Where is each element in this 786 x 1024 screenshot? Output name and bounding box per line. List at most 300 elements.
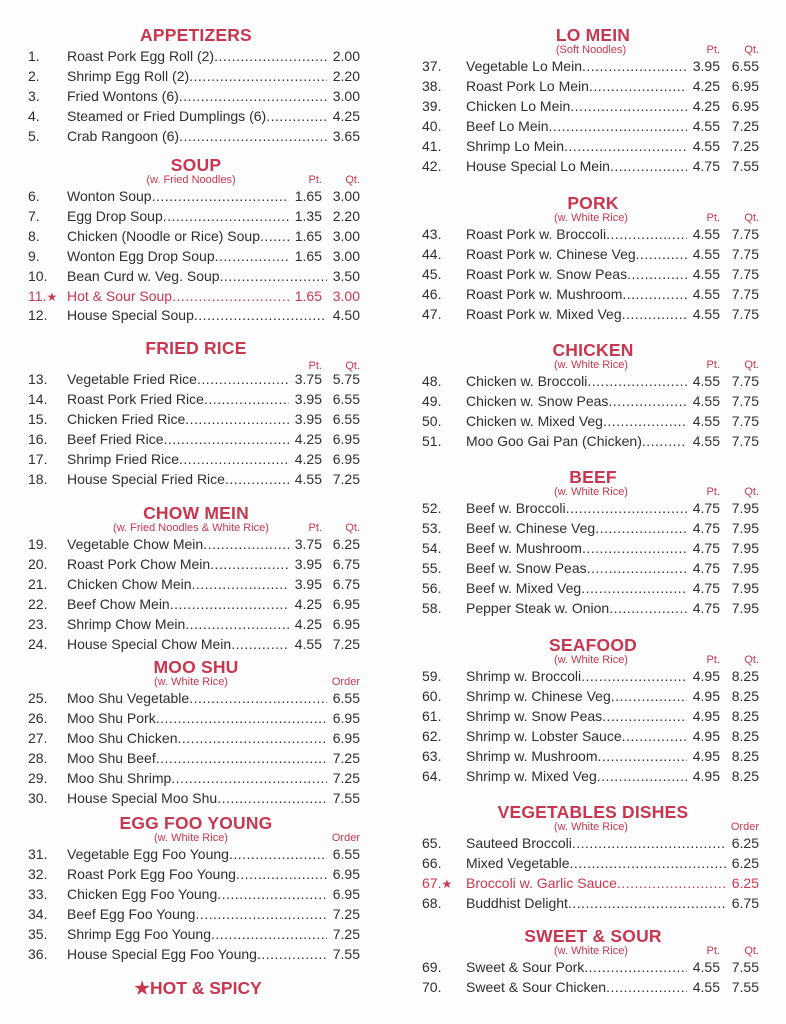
dot-leader bbox=[622, 284, 687, 304]
item-number-text: 27. bbox=[28, 729, 48, 746]
dot-leader bbox=[610, 156, 687, 176]
item-name: Bean Curd w. Veg. Soup bbox=[67, 267, 220, 284]
item-name-leader bbox=[466, 578, 687, 598]
item-number bbox=[28, 864, 47, 884]
price-quart: 6.55 bbox=[332, 390, 360, 407]
item-number-text: 23. bbox=[28, 615, 48, 632]
item-name: Shrimp w. Broccoli bbox=[466, 668, 582, 684]
price-quart: 6.95 bbox=[332, 595, 360, 612]
item-number bbox=[28, 226, 40, 246]
dot-leader bbox=[581, 578, 687, 598]
item-number-text: 37. bbox=[422, 58, 442, 74]
section-title: BEEF bbox=[569, 467, 617, 487]
item-name-leader bbox=[466, 224, 687, 244]
item-name-leader bbox=[67, 534, 289, 554]
menu-item bbox=[28, 266, 360, 286]
item-name: House Special Moo Shu bbox=[67, 789, 218, 806]
dot-leader bbox=[220, 266, 327, 286]
price-quart: 8.25 bbox=[731, 707, 759, 724]
item-number bbox=[422, 893, 441, 913]
price-pint: 3.75 bbox=[294, 371, 322, 387]
menu-item bbox=[28, 594, 360, 614]
item-name-leader bbox=[466, 766, 687, 786]
section-subtitle: (w. White Rice) bbox=[554, 212, 628, 224]
price-pint: 4.55 bbox=[692, 392, 720, 409]
section-title: CHOW MEIN bbox=[143, 503, 249, 523]
item-name: Shrimp w. Mushroom bbox=[466, 747, 598, 764]
price-quart: 7.55 bbox=[731, 157, 759, 174]
item-number bbox=[422, 726, 441, 746]
item-number bbox=[28, 126, 40, 146]
dot-leader bbox=[185, 614, 289, 634]
price: 2.00 bbox=[332, 48, 360, 64]
item-name-leader bbox=[466, 76, 687, 96]
item-name: Roast Pork w. Broccoli bbox=[466, 226, 607, 242]
qt-header: Qt. bbox=[744, 359, 759, 371]
item-number-text: 43. bbox=[422, 226, 442, 242]
section-title: FRIED RICE bbox=[145, 338, 247, 358]
item-number-text: 67. bbox=[422, 874, 442, 891]
item-number-text: 35. bbox=[28, 925, 48, 942]
menu-item bbox=[28, 305, 360, 325]
item-number-text: 30. bbox=[28, 789, 48, 806]
item-name-leader bbox=[67, 429, 289, 449]
item-number bbox=[422, 598, 441, 618]
menu-item bbox=[28, 924, 360, 944]
dot-leader bbox=[266, 106, 327, 126]
item-number-text: 66. bbox=[422, 854, 442, 871]
section-subtitle: (w. Fried Noodles) bbox=[146, 174, 236, 186]
item-number bbox=[28, 409, 47, 429]
item-name-leader bbox=[67, 884, 327, 904]
dot-leader bbox=[195, 904, 327, 924]
item-name-leader bbox=[67, 286, 289, 306]
dot-leader bbox=[229, 844, 327, 864]
menu-item bbox=[422, 746, 759, 766]
menu-item bbox=[28, 469, 360, 489]
price: 6.95 bbox=[332, 865, 360, 882]
dot-leader bbox=[566, 498, 687, 518]
menu-item bbox=[28, 844, 360, 864]
dot-leader bbox=[570, 853, 726, 873]
item-name: Roast Pork Egg Foo Young bbox=[67, 865, 236, 882]
item-name-leader bbox=[67, 748, 327, 768]
dot-leader bbox=[215, 246, 289, 266]
item-name-leader bbox=[466, 833, 726, 853]
menu-item bbox=[28, 708, 360, 728]
item-name: Broccoli w. Garlic Sauce bbox=[466, 874, 617, 891]
item-number bbox=[28, 429, 47, 449]
dot-leader bbox=[584, 957, 687, 977]
price-quart: 7.75 bbox=[731, 245, 759, 262]
item-number bbox=[422, 558, 441, 578]
dot-leader bbox=[210, 554, 289, 574]
qt-header: Qt. bbox=[345, 360, 360, 372]
dot-leader bbox=[163, 429, 289, 449]
menu-item bbox=[28, 534, 360, 554]
price-pint: 4.75 bbox=[692, 500, 720, 516]
item-name: Wonton Egg Drop Soup bbox=[67, 247, 215, 264]
item-number bbox=[28, 788, 47, 808]
dot-leader bbox=[642, 431, 687, 451]
price-pint: 4.55 bbox=[294, 470, 322, 487]
item-name-leader bbox=[466, 136, 687, 156]
price: 7.55 bbox=[332, 789, 360, 806]
dot-leader bbox=[231, 634, 289, 654]
menu-item bbox=[28, 944, 360, 964]
dot-leader bbox=[606, 224, 687, 244]
item-number-text: 53. bbox=[422, 519, 442, 536]
item-name-leader bbox=[466, 726, 687, 746]
menu-item bbox=[422, 76, 759, 96]
price-pint: 4.95 bbox=[692, 687, 720, 704]
price-pint: 4.55 bbox=[692, 285, 720, 302]
price-quart: 2.20 bbox=[332, 207, 360, 224]
item-number bbox=[422, 746, 441, 766]
price-pint: 4.25 bbox=[294, 615, 322, 632]
dot-leader bbox=[597, 766, 687, 786]
item-number-text: 18. bbox=[28, 470, 48, 487]
item-name: House Special Soup bbox=[67, 307, 194, 324]
menu-item bbox=[28, 389, 360, 409]
price-pint: 1.65 bbox=[294, 247, 322, 264]
price: 4.50 bbox=[332, 307, 360, 324]
menu-item bbox=[28, 449, 360, 469]
price: 3.00 bbox=[332, 87, 360, 104]
menu-item bbox=[422, 957, 759, 977]
dot-leader bbox=[192, 574, 290, 594]
pt-header: Pt. bbox=[308, 174, 322, 186]
dot-leader bbox=[257, 944, 327, 964]
menu-item bbox=[422, 156, 759, 176]
section-title: LO MEIN bbox=[555, 25, 631, 45]
item-name-leader bbox=[67, 904, 327, 924]
item-name-leader bbox=[466, 666, 687, 686]
item-name-leader bbox=[466, 56, 687, 76]
order-header: Order bbox=[730, 821, 759, 833]
price-pint: 3.95 bbox=[294, 555, 322, 572]
pt-header: Pt. bbox=[308, 360, 322, 372]
item-name-leader bbox=[67, 728, 327, 748]
dot-leader bbox=[204, 389, 289, 409]
price: 7.25 bbox=[332, 925, 360, 942]
price-pint: 1.65 bbox=[294, 287, 322, 304]
item-name-leader bbox=[67, 768, 327, 788]
price: 2.20 bbox=[332, 67, 360, 84]
item-number-text: 68. bbox=[422, 894, 442, 911]
item-number bbox=[28, 844, 47, 864]
menu-item bbox=[422, 977, 759, 997]
item-number bbox=[422, 156, 441, 176]
item-number-text: 58. bbox=[422, 599, 442, 616]
price-quart: 6.75 bbox=[332, 575, 360, 592]
item-number bbox=[28, 884, 47, 904]
star-icon: ★ bbox=[134, 978, 150, 998]
price-pint: 4.75 bbox=[692, 157, 720, 174]
star-icon: ★ bbox=[441, 876, 453, 891]
item-number-text: 4. bbox=[28, 107, 40, 124]
item-name: Moo Shu Shrimp bbox=[67, 769, 172, 786]
item-number bbox=[422, 76, 441, 96]
item-name: Beef w. Mushroom bbox=[466, 539, 582, 556]
item-name-leader bbox=[466, 957, 687, 977]
item-number bbox=[422, 304, 441, 324]
dot-leader bbox=[589, 76, 687, 96]
price-quart: 7.95 bbox=[731, 500, 759, 516]
star-icon: ★ bbox=[46, 289, 58, 304]
item-name-leader bbox=[67, 944, 327, 964]
item-number bbox=[28, 748, 47, 768]
item-number bbox=[28, 594, 47, 614]
price-pint: 4.55 bbox=[692, 412, 720, 429]
item-name: Sweet & Sour Pork bbox=[466, 959, 585, 975]
menu-item bbox=[422, 598, 759, 618]
item-name: Roast Pork Lo Mein bbox=[466, 77, 589, 94]
item-number bbox=[422, 977, 441, 997]
item-name: Roast Pork Fried Rice bbox=[67, 390, 204, 407]
item-name-leader bbox=[67, 106, 327, 126]
qt-header: Qt. bbox=[744, 654, 759, 666]
dot-leader bbox=[172, 286, 289, 306]
dot-leader bbox=[608, 391, 687, 411]
price: 7.25 bbox=[332, 769, 360, 786]
item-number bbox=[28, 389, 47, 409]
menu-item bbox=[28, 634, 360, 654]
dot-leader bbox=[587, 371, 687, 391]
item-name: House Special Fried Rice bbox=[67, 470, 225, 487]
item-number-text: 45. bbox=[422, 265, 442, 282]
item-name-leader bbox=[466, 391, 687, 411]
item-name-leader bbox=[67, 594, 289, 614]
price-quart: 7.95 bbox=[731, 519, 759, 536]
section-subtitle: (w. White Rice) bbox=[154, 676, 228, 688]
menu-item bbox=[28, 126, 360, 146]
price-quart: 8.25 bbox=[731, 727, 759, 744]
item-name-leader bbox=[466, 498, 687, 518]
item-name: Hot & Sour Soup bbox=[67, 287, 173, 304]
item-name-leader bbox=[466, 686, 687, 706]
dot-leader bbox=[549, 116, 688, 136]
menu-item bbox=[28, 864, 360, 884]
dot-leader bbox=[185, 409, 289, 429]
item-number-text: 3. bbox=[28, 87, 40, 104]
price-quart: 3.00 bbox=[332, 227, 360, 244]
item-name: Shrimp w. Snow Peas bbox=[466, 707, 603, 724]
dot-leader bbox=[564, 136, 687, 156]
item-name-leader bbox=[67, 449, 289, 469]
price-pint: 3.95 bbox=[294, 575, 322, 592]
item-name: Shrimp Egg Foo Young bbox=[67, 925, 211, 942]
price: 3.50 bbox=[332, 267, 360, 284]
price: 7.55 bbox=[332, 945, 360, 962]
dot-leader bbox=[582, 56, 687, 76]
menu-item bbox=[422, 853, 759, 873]
item-name-leader bbox=[67, 126, 327, 146]
dot-leader bbox=[622, 304, 687, 324]
item-number bbox=[422, 136, 441, 156]
dot-leader bbox=[217, 884, 327, 904]
dot-leader bbox=[217, 788, 327, 808]
menu-item bbox=[422, 518, 759, 538]
qt-header: Qt. bbox=[345, 522, 360, 534]
price-pint: 4.95 bbox=[692, 707, 720, 724]
item-number-text: 70. bbox=[422, 978, 442, 995]
item-name-leader bbox=[67, 46, 327, 66]
section-subtitle: (w. White Rice) bbox=[554, 821, 628, 833]
item-name: Chicken w. Snow Peas bbox=[466, 392, 609, 409]
item-number bbox=[28, 574, 47, 594]
item-name-leader bbox=[466, 706, 687, 726]
section-subtitle: (Soft Noodles) bbox=[555, 44, 627, 56]
item-number-text: 36. bbox=[28, 945, 48, 962]
item-name: Roast Pork w. Chinese Veg bbox=[466, 245, 636, 262]
item-number-text: 24. bbox=[28, 635, 48, 652]
item-name: Chicken (Noodle or Rice) Soup bbox=[67, 227, 260, 244]
price-pint: 4.55 bbox=[692, 959, 720, 975]
pt-header: Pt. bbox=[706, 486, 720, 498]
section-subtitle: (w. White Rice) bbox=[554, 486, 628, 498]
price-quart: 6.55 bbox=[731, 58, 759, 74]
price: 4.25 bbox=[332, 107, 360, 124]
dot-leader bbox=[189, 66, 327, 86]
dot-leader bbox=[152, 186, 289, 206]
dot-leader bbox=[617, 873, 726, 893]
item-number-text: 12. bbox=[28, 307, 48, 324]
menu-item bbox=[422, 538, 759, 558]
item-number-text: 52. bbox=[422, 500, 442, 516]
qt-header: Qt. bbox=[744, 945, 759, 957]
price-quart: 6.95 bbox=[731, 97, 759, 114]
dot-leader bbox=[194, 305, 327, 325]
item-name: Vegetable Lo Mein bbox=[466, 58, 582, 74]
item-number-text: 26. bbox=[28, 709, 48, 726]
dot-leader bbox=[603, 411, 687, 431]
item-name: Chicken w. Broccoli bbox=[466, 373, 588, 389]
price-quart: 7.75 bbox=[731, 392, 759, 409]
item-number-text: 20. bbox=[28, 555, 48, 572]
price: 6.25 bbox=[731, 874, 759, 891]
item-name: Beef w. Mixed Veg bbox=[466, 579, 582, 596]
section-title: SOUP bbox=[170, 155, 222, 175]
menu-item bbox=[422, 56, 759, 76]
menu-item bbox=[28, 574, 360, 594]
item-name-leader bbox=[67, 186, 289, 206]
dot-leader bbox=[611, 686, 687, 706]
menu-item bbox=[28, 66, 360, 86]
item-name: Shrimp Fried Rice bbox=[67, 450, 180, 467]
item-name: Shrimp w. Lobster Sauce bbox=[466, 727, 622, 744]
price-quart: 7.25 bbox=[332, 635, 360, 652]
price: 3.65 bbox=[332, 127, 360, 144]
dot-leader bbox=[595, 518, 687, 538]
price-quart: 8.25 bbox=[731, 767, 759, 784]
item-number-text: 49. bbox=[422, 392, 442, 409]
item-name-leader bbox=[67, 469, 289, 489]
price-pint: 4.25 bbox=[294, 430, 322, 447]
item-name: Vegetable Fried Rice bbox=[67, 371, 197, 387]
item-name: Roast Pork w. Mushroom bbox=[466, 285, 623, 302]
menu-item bbox=[422, 284, 759, 304]
item-name: Beef w. Snow Peas bbox=[466, 559, 587, 576]
item-name-leader bbox=[67, 614, 289, 634]
price: 7.25 bbox=[332, 749, 360, 766]
menu-item bbox=[422, 411, 759, 431]
menu-item bbox=[422, 833, 759, 853]
dot-leader bbox=[214, 46, 327, 66]
price-pint: 4.55 bbox=[692, 978, 720, 995]
price-pint: 4.25 bbox=[692, 97, 720, 114]
pt-header: Pt. bbox=[706, 359, 720, 371]
item-number-text: 10. bbox=[28, 267, 48, 284]
price-quart: 3.00 bbox=[332, 188, 360, 204]
item-name-leader bbox=[67, 924, 327, 944]
price-pint: 4.55 bbox=[692, 226, 720, 242]
qt-header: Qt. bbox=[345, 174, 360, 186]
item-number-text: 21. bbox=[28, 575, 48, 592]
dot-leader bbox=[203, 534, 289, 554]
item-name: Crab Rangoon (6) bbox=[67, 127, 180, 144]
menu-item bbox=[28, 246, 360, 266]
price-quart: 8.25 bbox=[731, 747, 759, 764]
item-number-text: 39. bbox=[422, 97, 442, 114]
dot-leader bbox=[179, 126, 327, 146]
price-pint: 4.55 bbox=[692, 373, 720, 389]
item-name-leader bbox=[67, 864, 327, 884]
item-name-leader bbox=[67, 554, 289, 574]
menu-item bbox=[422, 873, 759, 893]
item-number bbox=[28, 246, 40, 266]
price-pint: 4.75 bbox=[692, 519, 720, 536]
item-number bbox=[28, 708, 47, 728]
price-quart: 7.25 bbox=[731, 137, 759, 154]
item-name: House Special Egg Foo Young bbox=[67, 945, 257, 962]
item-name: Beef w. Chinese Veg bbox=[466, 519, 596, 536]
item-number-text: 5. bbox=[28, 127, 40, 144]
item-name: Beef Chow Mein bbox=[67, 595, 170, 612]
item-number bbox=[422, 56, 441, 76]
order-header: Order bbox=[331, 676, 360, 688]
item-number bbox=[28, 904, 47, 924]
item-number-text: 15. bbox=[28, 410, 48, 427]
item-number-text: 31. bbox=[28, 846, 48, 862]
price-pint: 4.95 bbox=[692, 668, 720, 684]
dot-leader bbox=[260, 226, 289, 246]
item-name: Sauteed Broccoli bbox=[466, 835, 572, 851]
item-name-leader bbox=[466, 873, 726, 893]
price-pint: 1.65 bbox=[294, 188, 322, 204]
item-number-text: 6. bbox=[28, 188, 40, 204]
item-name: Vegetable Egg Foo Young bbox=[67, 846, 229, 862]
price-quart: 5.75 bbox=[332, 371, 360, 387]
item-name: House Special Lo Mein bbox=[466, 157, 610, 174]
price-pint: 4.25 bbox=[692, 77, 720, 94]
item-number-text: 40. bbox=[422, 117, 442, 134]
item-name-leader bbox=[67, 66, 327, 86]
dot-leader bbox=[179, 86, 327, 106]
item-name-leader bbox=[466, 598, 687, 618]
menu-item bbox=[422, 391, 759, 411]
item-name: Roast Pork w. Mixed Veg bbox=[466, 305, 622, 322]
price-pint: 4.55 bbox=[692, 137, 720, 154]
item-name-leader bbox=[466, 558, 687, 578]
dot-leader bbox=[225, 469, 289, 489]
item-number bbox=[422, 96, 441, 116]
menu-item bbox=[422, 304, 759, 324]
item-name: Chicken Fried Rice bbox=[67, 410, 186, 427]
pt-header: Pt. bbox=[308, 522, 322, 534]
price-quart: 6.75 bbox=[332, 555, 360, 572]
item-number bbox=[422, 391, 441, 411]
